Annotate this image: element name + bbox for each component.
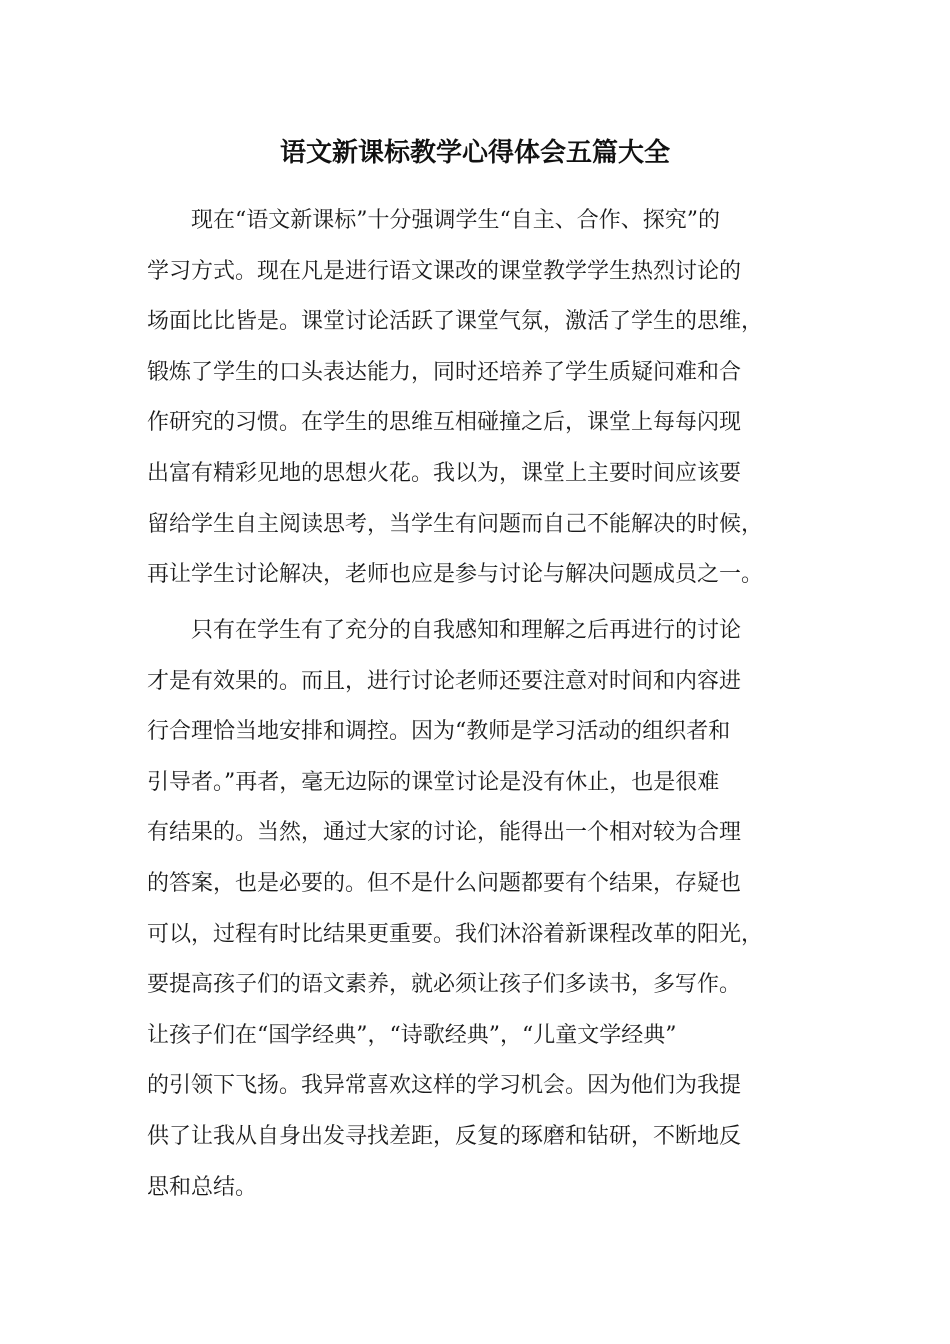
text-line: 再让学生讨论解决，老师也应是参与讨论与解决问题成员之一。 [147,562,764,588]
text-line: 只有在学生有了充分的自我感知和理解之后再进行的讨论 [147,618,742,643]
paragraph-1 [147,196,803,601]
text-line: 留给学生自主阅读思考，当学生有问题而自己不能解决的时候， [147,511,764,537]
text-line: 场面比比皆是。课堂讨论活跃了课堂气氛，激活了学生的思维， [147,309,764,335]
text-line: 引导者。”再者，毫无边际的课堂讨论是没有休止，也是很难 [147,769,720,795]
text-line: 可以，过程有时比结果更重要。我们沐浴着新课程改革的阳光， [147,921,764,947]
text-line: 的答案，也是必要的。但不是什么问题都要有个结果，存疑也 [147,870,742,896]
text-line: 思和总结。 [147,1174,258,1200]
text-line: 出富有精彩见地的思想火花。我以为，课堂上主要时间应该要 [147,460,742,486]
text-line: 供了让我从自身出发寻找差距，反复的琢磨和钻研，不断地反 [147,1123,742,1149]
text-line: 的引领下飞扬。我异常喜欢这样的学习机会。因为他们为我提 [147,1073,742,1099]
text-line: 作研究的习惯。在学生的思维互相碰撞之后，课堂上每每闪现 [147,410,742,436]
paragraph-2 [147,606,803,1213]
document-title: 语文新课标教学心得体会五篇大全 [279,138,670,168]
text-line: 让孩子们在“国学经典”，“诗歌经典”，“儿童文学经典” [147,1022,677,1048]
text-line: 锻炼了学生的口头表达能力，同时还培养了学生质疑问难和合 [147,359,742,385]
text-line: 有结果的。当然，通过大家的讨论，能得出一个相对较为合理 [147,820,742,846]
text-line: 学习方式。现在凡是进行语文课改的课堂教学学生热烈讨论的 [147,258,742,284]
text-line: 行合理恰当地安排和调控。因为“教师是学习活动的组织者和 [147,719,731,745]
text-line: 才是有效果的。而且，进行讨论老师还要注意对时间和内容进 [147,668,742,694]
text-line: 现在“语文新课标”十分强调学生“自主、合作、探究”的 [147,208,720,233]
text-line: 要提高孩子们的语文素养，就必须让孩子们多读书，多写作。 [147,972,742,998]
